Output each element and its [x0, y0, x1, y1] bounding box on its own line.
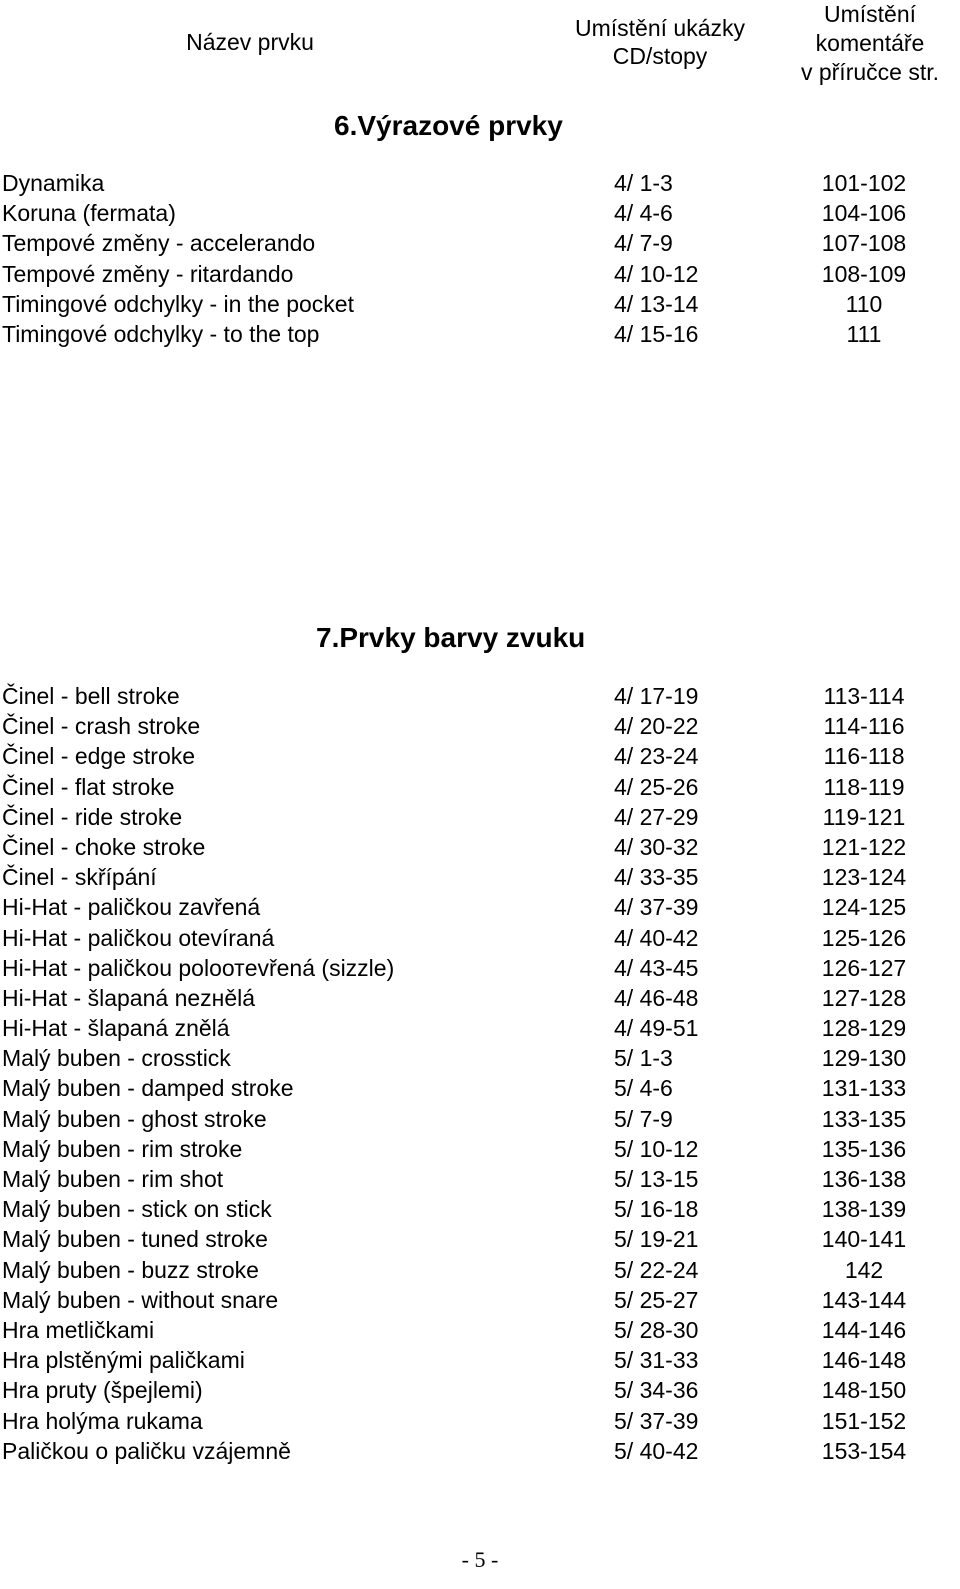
table-row [0, 832, 960, 862]
item-page-ref: 104-106 [821, 200, 907, 227]
section-title-vyrazove-prvky: 6.Výrazové prvky [334, 110, 563, 141]
item-name: Malý buben - rim stroke [2, 1135, 243, 1162]
item-name: Malý buben - ghost stroke [2, 1105, 267, 1132]
item-page-ref: 116-118 [823, 743, 905, 770]
table-row [0, 1406, 960, 1436]
item-cd-track: 5/ 19-21 [614, 1226, 699, 1253]
table-row [0, 1375, 960, 1405]
item-page-ref: 148-150 [821, 1377, 907, 1404]
item-name: Činel - ride stroke [2, 803, 183, 830]
item-page-ref: 151-152 [821, 1407, 907, 1434]
item-cd-track: 5/ 16-18 [614, 1196, 699, 1223]
column-header-name [160, 28, 340, 56]
table-row [0, 923, 960, 953]
table-row [0, 1224, 960, 1254]
table-row [0, 168, 960, 198]
item-cd-track: 4/ 17-19 [614, 683, 699, 709]
item-page-ref: 142 [844, 1256, 884, 1283]
item-name: Malý buben - buzz stroke [2, 1256, 259, 1283]
item-name: Činel - bell stroke [2, 683, 180, 709]
table-row [0, 1104, 960, 1134]
item-page-ref: 153-154 [821, 1437, 907, 1464]
item-page-ref: 118-119 [823, 773, 905, 800]
item-cd-track: 4/ 27-29 [614, 803, 699, 830]
table-row [0, 772, 960, 802]
table-row [0, 741, 960, 771]
item-page-ref: 119-121 [822, 803, 906, 830]
item-page-ref: 113-114 [823, 683, 905, 709]
item-cd-track: 5/ 7-9 [614, 1105, 673, 1132]
item-cd-track: 5/ 13-15 [614, 1166, 699, 1192]
item-page-ref: 128-129 [821, 1015, 907, 1042]
table-row [0, 711, 960, 741]
item-page-ref: 126-127 [821, 954, 907, 981]
table-row [0, 1194, 960, 1224]
table-row [0, 319, 960, 349]
item-name: Hi-Hat - šlapaná nezнělá [2, 984, 256, 1011]
item-page-ref: 133-135 [821, 1105, 907, 1132]
item-cd-track: 5/ 37-39 [614, 1407, 699, 1434]
item-name: Činel - edge stroke [2, 743, 196, 770]
table-row [0, 1345, 960, 1375]
item-name: Hi-Hat - šlapaná znělá [2, 1015, 230, 1042]
item-name: Paličkou o paličku vzájemně [2, 1437, 291, 1464]
item-cd-track: 5/ 40-42 [614, 1437, 699, 1464]
item-name: Hi-Hat - paličkou poloотevřená (sizzle) [2, 954, 395, 981]
item-page-ref: 127-128 [821, 984, 907, 1011]
item-cd-track: 4/ 4-6 [614, 200, 673, 227]
page-number: - 5 - [461, 1547, 499, 1572]
item-cd-track: 4/ 23-24 [614, 743, 699, 770]
table-row [0, 259, 960, 289]
item-name: Hra plstěnými paličkami [2, 1347, 245, 1374]
item-cd-track: 5/ 10-12 [614, 1135, 699, 1162]
table-row [0, 1255, 960, 1285]
item-page-ref: 135-136 [821, 1135, 907, 1162]
item-name: Hra metličkami [2, 1316, 155, 1343]
item-cd-track: 5/ 4-6 [614, 1075, 673, 1102]
item-cd-track: 4/ 1-3 [614, 170, 673, 196]
item-page-ref: 114-116 [823, 713, 905, 740]
item-cd-track: 4/ 13-14 [614, 290, 699, 317]
section-rows [0, 168, 960, 349]
table-row [0, 802, 960, 832]
item-cd-track: 4/ 25-26 [614, 773, 699, 800]
item-name: Činel - choke stroke [2, 833, 206, 860]
item-cd-track: 4/ 20-22 [614, 713, 699, 740]
table-row [0, 289, 960, 319]
table-row [0, 228, 960, 258]
table-row [0, 983, 960, 1013]
item-page-ref: 138-139 [821, 1196, 907, 1223]
column-header-cd-line1: Umístění ukázky [575, 15, 745, 41]
item-cd-track: 5/ 1-3 [614, 1045, 673, 1072]
item-name: Činel - skřípání [2, 864, 157, 891]
section-title-prvky-barvy-zvuku: 7.Prvky barvy zvuku [316, 622, 586, 653]
item-name: Malý buben - without snare [2, 1286, 279, 1313]
item-name: Malý buben - tuned stroke [2, 1226, 268, 1253]
item-cd-track: 4/ 10-12 [614, 260, 699, 287]
table-row [0, 1134, 960, 1164]
item-page-ref: 121-122 [821, 833, 907, 860]
item-name: Dynamika [2, 170, 105, 196]
item-name: Timingové odchylky - to the top [2, 320, 320, 347]
item-page-ref: 143-144 [821, 1286, 907, 1313]
item-page-ref: 101-102 [821, 170, 907, 196]
item-name: Koruna (fermata) [2, 200, 176, 227]
column-header-cd-line2: CD/stopy [612, 43, 708, 69]
item-page-ref: 123-124 [821, 864, 907, 891]
item-page-ref: 129-130 [821, 1045, 907, 1072]
table-row [0, 1285, 960, 1315]
item-name: Činel - crash stroke [2, 713, 201, 740]
table-row [0, 1164, 960, 1194]
item-name: Malý buben - damped stroke [2, 1075, 294, 1102]
item-cd-track: 4/ 49-51 [614, 1015, 699, 1042]
item-cd-track: 4/ 46-48 [614, 984, 699, 1011]
item-name: Činel - flat stroke [2, 773, 175, 800]
item-cd-track: 5/ 34-36 [614, 1377, 699, 1404]
item-cd-track: 4/ 37-39 [614, 894, 699, 921]
item-name: Hra pruty (špejlemi) [2, 1377, 203, 1404]
item-page-ref: 124-125 [821, 894, 907, 921]
table-row [0, 1315, 960, 1345]
column-header-comment-line1: Umístění [823, 1, 917, 27]
item-page-ref: 111 [846, 320, 882, 347]
item-page-ref: 131-133 [821, 1075, 907, 1102]
item-cd-track: 4/ 40-42 [614, 924, 699, 951]
item-page-ref: 107-108 [821, 230, 907, 257]
item-cd-track: 5/ 31-33 [614, 1347, 699, 1374]
item-cd-track: 5/ 28-30 [614, 1316, 699, 1343]
item-cd-track: 5/ 22-24 [614, 1256, 699, 1283]
column-header-comment-line2: komentáře [815, 30, 925, 56]
item-page-ref: 140-141 [821, 1226, 907, 1253]
table-row [0, 1013, 960, 1043]
item-name: Hra holýma rukama [2, 1407, 203, 1434]
item-page-ref: 108-109 [821, 260, 907, 287]
table-row [0, 681, 960, 711]
item-name: Tempové změny - ritardando [2, 260, 294, 287]
column-header-comment [780, 0, 960, 87]
item-name: Malý buben - rim shot [2, 1166, 224, 1192]
item-name: Malý buben - stick on stick [2, 1196, 272, 1223]
item-name: Malý buben - crosstick [2, 1045, 231, 1072]
table-row [0, 1043, 960, 1073]
item-page-ref: 146-148 [821, 1347, 907, 1374]
item-cd-track: 4/ 33-35 [614, 864, 699, 891]
section-rows [0, 681, 960, 1466]
item-cd-track: 4/ 30-32 [614, 833, 699, 860]
table-row [0, 1436, 960, 1466]
item-page-ref: 144-146 [821, 1316, 907, 1343]
item-cd-track: 5/ 25-27 [614, 1286, 699, 1313]
item-name: Tempové změny - accelerando [2, 230, 316, 257]
table-row [0, 892, 960, 922]
table-row [0, 862, 960, 892]
column-header-cd [560, 14, 760, 70]
item-cd-track: 4/ 15-16 [614, 320, 699, 347]
item-name: Hi-Hat - paličkou zavřená [2, 894, 261, 921]
table-row [0, 198, 960, 228]
item-page-ref: 136-138 [821, 1166, 907, 1192]
item-name: Timingové odchylky - in the pocket [2, 290, 354, 317]
item-name: Hi-Hat - paličkou otevíraná [2, 924, 275, 951]
column-header-name-label: Název prvku [186, 29, 314, 55]
item-page-ref: 125-126 [821, 924, 907, 951]
item-cd-track: 4/ 7-9 [614, 230, 673, 257]
item-cd-track: 4/ 43-45 [614, 954, 699, 981]
table-row [0, 953, 960, 983]
table-row [0, 1073, 960, 1103]
column-header-comment-line3: v příručce str. [800, 59, 940, 85]
item-page-ref: 110 [845, 290, 883, 317]
